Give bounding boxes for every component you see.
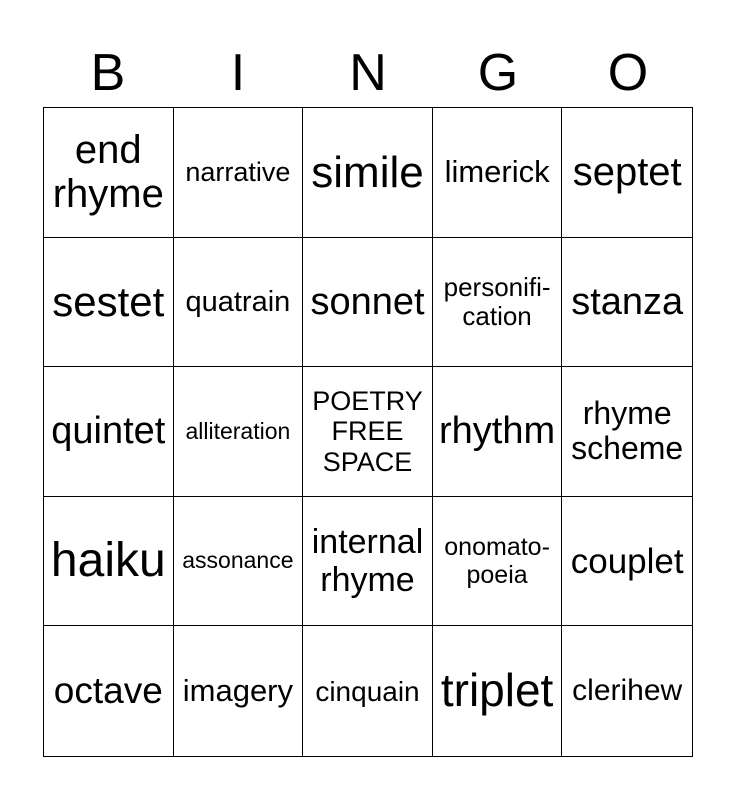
header-letter-g: G [477,44,519,102]
bingo-cell-label: octave [53,670,163,712]
header-letter-i: I [230,44,246,102]
bingo-cell[interactable] [433,367,563,497]
bingo-cell-label: sestet [52,278,165,326]
bingo-cell[interactable] [174,497,304,627]
bingo-cell-label: septet [572,149,682,194]
bingo-cell[interactable] [303,238,433,368]
bingo-cell[interactable] [174,367,304,497]
bingo-cell-label: imagery [182,672,294,708]
bingo-cell-label: limerick [444,153,550,189]
bingo-cell-label: onomato- poeia [444,533,550,590]
bingo-cell[interactable] [433,108,563,238]
bingo-cell[interactable] [562,108,692,238]
bingo-cell[interactable] [174,626,304,756]
bingo-cell[interactable] [44,108,174,238]
header-letter-o: O [607,44,649,102]
header-letter-b: B [90,44,126,102]
bingo-board [43,107,693,757]
bingo-cell[interactable] [562,497,692,627]
bingo-cell-label: quatrain [185,285,291,318]
bingo-cell[interactable] [303,626,433,756]
bingo-cell[interactable] [562,367,692,497]
bingo-cell[interactable] [44,497,174,627]
bingo-cell[interactable] [44,626,174,756]
bingo-cell-label: rhyme scheme [571,394,684,467]
bingo-cell[interactable] [433,626,563,756]
bingo-cell-label: triplet [440,664,554,717]
bingo-cell[interactable] [433,497,563,627]
bingo-cell-label: cinquain [315,675,420,707]
bingo-cell-label: assonance [182,547,294,574]
header-letter-n: N [349,44,387,102]
bingo-cell[interactable] [174,108,304,238]
bingo-cell-label: alliteration [185,417,291,444]
bingo-cell[interactable] [303,497,433,627]
bingo-cell[interactable] [44,367,174,497]
bingo-cell-label: internal rhyme [311,523,424,600]
bingo-cell-label: sonnet [310,280,425,323]
bingo-cell[interactable] [433,238,563,368]
bingo-cell-label: narrative [185,157,291,188]
bingo-cell-label: couplet [570,541,684,581]
bingo-cell-label: simile [311,147,424,197]
bingo-cell-label: POETRY FREE SPACE [312,386,423,477]
bingo-cell[interactable] [562,626,692,756]
bingo-cell-label: personifi- cation [443,271,551,331]
bingo-cell-label: end rhyme [52,127,164,217]
bingo-cell-label: stanza [571,280,684,323]
bingo-cell-label: clerihew [572,674,683,708]
bingo-cell[interactable] [562,238,692,368]
bingo-cell-label: rhythm [439,410,556,453]
bingo-cell[interactable] [174,238,304,368]
bingo-cell-label: haiku [50,534,166,588]
bingo-header [43,40,693,106]
bingo-cell[interactable] [303,367,433,497]
bingo-cell[interactable] [44,238,174,368]
bingo-cell-label: quintet [51,410,166,453]
bingo-cell[interactable] [303,108,433,238]
